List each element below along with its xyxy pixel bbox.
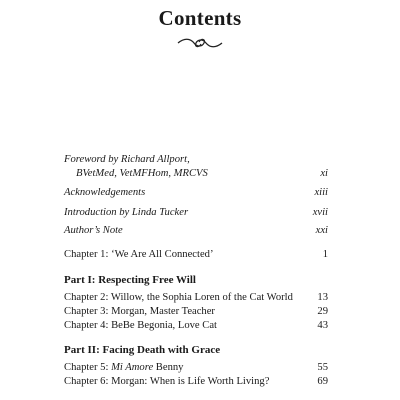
toc-entry-chapter-2 — [64, 291, 328, 305]
toc-entry-foreword — [64, 153, 328, 181]
toc-entry-authors-note — [64, 224, 328, 238]
toc-page-number: 43 — [317, 320, 328, 331]
toc-entry-acknowledgements — [64, 186, 328, 200]
toc-page-number: 69 — [317, 376, 328, 387]
toc-page-number: 13 — [317, 292, 328, 303]
page-title: Contents — [158, 6, 242, 30]
toc-entry-label: Chapter 6: Morgan: When is Life Worth Living? — [64, 376, 270, 387]
toc-entry-chapter-3 — [64, 305, 328, 319]
ornament-flourish-icon — [176, 37, 224, 49]
toc-entry-chapter-6 — [64, 375, 328, 389]
toc-entry-label: Chapter 3: Morgan, Master Teacher — [64, 306, 215, 317]
toc-entry-label: Introduction by Linda Tucker — [64, 207, 189, 218]
toc-entry-label: Author’s Note — [64, 225, 123, 236]
part-heading: Part I: Respecting Free Will — [64, 274, 196, 286]
toc-entry-label: Chapter 5: Mi Amore Benny — [64, 362, 184, 373]
toc-entry-introduction — [64, 206, 328, 220]
toc-entry-label: Acknowledgements — [64, 187, 146, 198]
toc-entry-label: Chapter 1: ‘We Are All Connected’ — [64, 249, 214, 260]
toc-entry-label: Chapter 4: BeBe Begonia, Love Cat — [64, 320, 217, 331]
toc-page-number: 29 — [317, 306, 328, 317]
toc-entry-chapter-5 — [64, 361, 328, 375]
toc-entry-label: BVetMed, VetMFHom, MRCVS — [76, 168, 208, 179]
toc-entry-label: Foreword by Richard Allport, — [64, 154, 190, 165]
toc-page-number: 1 — [322, 249, 328, 260]
toc-page-number: xvii — [312, 207, 328, 218]
toc-entry-label: Chapter 2: Willow, the Sophia Loren of the Cat World — [64, 292, 293, 303]
toc-page-number: xxi — [315, 225, 328, 236]
part-heading: Part II: Facing Death with Grace — [64, 344, 221, 356]
toc-entry-chapter-1 — [64, 248, 328, 262]
toc-page-number: xi — [320, 168, 328, 179]
toc-page-number: xiii — [314, 187, 328, 198]
toc-page-number: 55 — [317, 362, 328, 373]
toc-entry-chapter-4 — [64, 319, 328, 333]
